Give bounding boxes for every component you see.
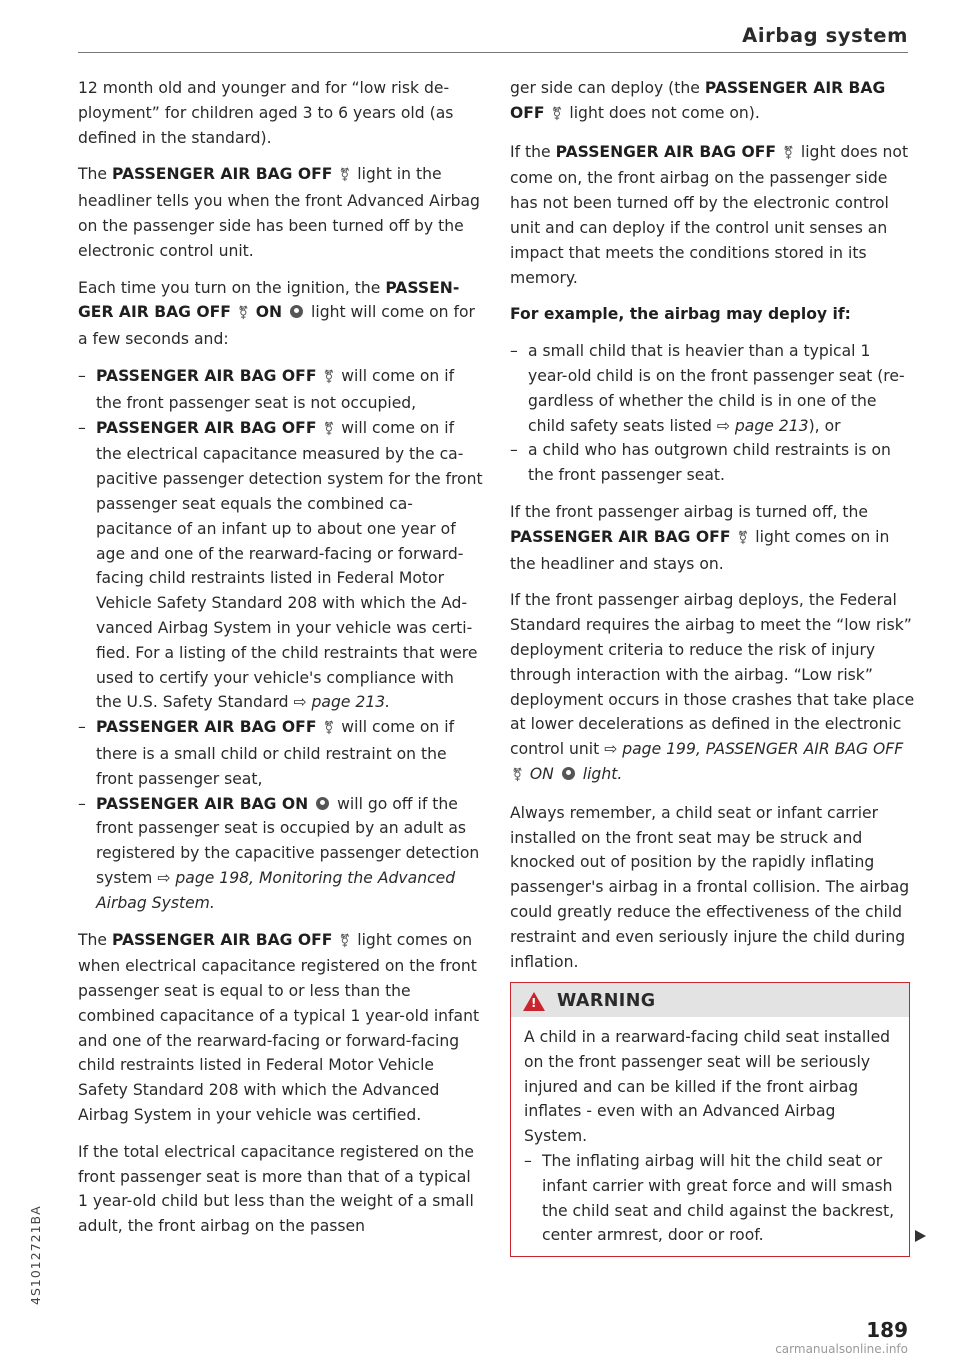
deploy-list [510, 339, 915, 488]
paragraph [510, 588, 915, 788]
text: Each time you turn on the ignition, the [78, 278, 386, 297]
indicator-name: PASSENGER AIR BAG OFF [78, 278, 460, 322]
warning-list-item: – The inflating airbag will hit the child seat or infant carrier with great force and will smash the child seat and child against the backrest, center armrest, door or roof. [524, 1149, 897, 1248]
airbag-off-icon: ⚧ [737, 530, 749, 546]
airbag-off-icon: ⚧ [323, 369, 335, 385]
section-lead [510, 302, 915, 327]
indicator-list [78, 364, 483, 916]
warning-header [511, 983, 909, 1017]
indicator-name: PASSENGER AIR BAG OFF [510, 527, 731, 546]
list-item [78, 715, 483, 791]
list-item [510, 339, 915, 438]
page-reference-link[interactable]: ⇨ page 198, Monitoring the Advanced Airbag System. [96, 868, 456, 912]
text: will come on if the electrical capacitance measured by the capacitive passenger detection system for the front passenger seat equals the combined capacitance of an infant up to about one year of age and one of the rearward-facing or forward-facing child restraints listed in Federal Motor Vehicle Safety Standard 208 with which the Advanced Airbag System in your vehicle was certified. For a listing of the child restraints that were used to certify your vehicle's compliance with the U.S. Safety Standard [96, 418, 483, 712]
indicator-name: PASSENGER AIR BAG OFF [96, 366, 317, 385]
indicator-name: PASSENGER AIR BAG ON [96, 794, 309, 813]
airbag-off-icon: ⚧ [551, 106, 563, 122]
airbag-off-icon: ⚧ [339, 168, 351, 184]
indicator-name: PASSENGER AIR BAG OFF [555, 142, 777, 161]
warning-body [511, 1017, 909, 1256]
airbag-off-icon: ⚧ [323, 421, 335, 437]
text: will go off if the front passenger seat is occupied by an adult as registered by the capacitive passenger detection system [96, 794, 480, 887]
indicator-on-label: ON [255, 303, 283, 322]
left-column [78, 76, 483, 1251]
paragraph [78, 162, 483, 263]
text: will come on if the front passenger seat is not occupied, [96, 366, 455, 412]
warning-paragraph: A child in a rearward-facing child seat installed on the front passenger seat will be seriously injured and can be killed if the front airbag inflates - even with an Advanced Airbag System. [524, 1028, 891, 1146]
list-item [78, 792, 483, 916]
paragraph [510, 76, 915, 128]
text: If the [510, 142, 556, 161]
document-code: 4S1012721BA [28, 1205, 43, 1305]
paragraph [510, 500, 915, 576]
airbag-off-icon: ⚧ [323, 721, 335, 737]
text: If the front passenger airbag is turned off, the [510, 502, 868, 521]
warning-box [510, 982, 910, 1257]
bold-lead: For example, the airbag may deploy if: [510, 305, 851, 324]
list-item [78, 364, 483, 416]
text: The [78, 930, 112, 949]
text: light in the headliner tells you when the front Advanced Airbag on the passenger side has been turned off by the electronic control unit. [78, 165, 480, 260]
watermark: carmanualsonline.info [775, 1342, 908, 1356]
airbag-off-icon: ⚧ [339, 933, 351, 949]
page-reference-link[interactable]: ⇨ page 213. [293, 693, 391, 712]
list-item [78, 416, 483, 716]
paragraph [78, 276, 483, 352]
airbag-on-icon [316, 797, 329, 810]
warning-title: WARNING [557, 991, 656, 1011]
paragraph: 12 month old and younger and for “low risk deployment” for children aged 3 to 6 years old (as defined in the standard). [78, 79, 454, 147]
continue-arrow-icon [915, 1230, 926, 1242]
text: light will come on for a few seconds and: [78, 303, 475, 349]
text: The [78, 165, 112, 184]
reference-on: ON [529, 764, 554, 783]
header-rule [78, 52, 908, 53]
airbag-off-icon: ⚧ [237, 306, 249, 322]
indicator-name: PASSENGER AIR BAG OFF [96, 718, 317, 737]
list-item [510, 438, 915, 488]
reference-text: ⇨ page 199, PASSENGER AIR BAG OFF [604, 740, 904, 759]
text: light does not come on, the front airbag on the passenger side has not been turned off by the electronic control unit and can deploy if the control unit senses an impact that meets the conditions stored in its memory. [510, 142, 909, 287]
text: ), or [808, 416, 841, 435]
text: If the front passenger airbag deploys, the Federal Standard requires the airbag to meet the “low risk” deployment criteria to reduce the risk of injury through interaction with the airbag. “Low risk” deployment occurs in those crashes that take place at lower decelerations as defined in the electronic control unit [510, 591, 915, 759]
indicator-name: PASSENGER AIR BAG OFF [96, 418, 317, 437]
text: a small child that is heavier than a typical 1 year-old child is on the front passenger seat (regardless of whether the child is in one of the child safety seats listed [528, 342, 905, 435]
airbag-off-icon: ⚧ [783, 145, 794, 161]
airbag-on-icon [562, 767, 575, 780]
text: light does not come on). [564, 103, 760, 122]
text: light comes on when electrical capacitance registered on the front passenger seat is equal to or less than the combined capacitance of a typical 1 year-old infant and one of the rearward-facing or forward-facing child restraints listed in Federal Motor Vehicle Safety Standard 208 with which the Advanced Airbag System in your vehicle was certified. [78, 930, 480, 1125]
reference-text: light. [577, 764, 623, 783]
page-number: 189 [866, 1318, 908, 1342]
indicator-name: PASSENGER AIR BAG OFF [510, 79, 886, 122]
right-column [510, 76, 915, 986]
indicator-name: PASSENGER AIR BAG OFF [111, 165, 333, 184]
text: will come on if there is a small child or child restraint on the front passenger seat, [96, 718, 455, 788]
warning-triangle-icon [523, 992, 545, 1011]
paragraph [510, 140, 915, 291]
text: ger side can deploy (the [510, 79, 705, 97]
airbag-off-icon: ⚧ [512, 767, 523, 783]
indicator-name: PASSENGER AIR BAG OFF [111, 930, 333, 949]
text: a child who has outgrown child restraints is on the front passenger seat. [528, 441, 891, 485]
text: light comes on in the headliner and stays on. [510, 527, 890, 573]
page-header-title: Airbag system [742, 24, 908, 47]
paragraph [78, 928, 483, 1128]
airbag-on-icon [290, 305, 303, 318]
page-reference-link[interactable]: ⇨ page 213 [716, 416, 809, 435]
paragraph: If the total electrical capacitance registered on the front passenger seat is more than that of a typical 1 year-old child but less than the weight of a small adult, the front airbag on the passen [78, 1142, 474, 1236]
paragraph: Always remember, a child seat or infant carrier installed on the front seat may be struck and knocked out of position by the rapidly inflating passenger's airbag in a frontal collision. The airbag could greatly reduce the effectiveness of the child restraint and even seriously injure the child during inflation. [510, 803, 910, 971]
